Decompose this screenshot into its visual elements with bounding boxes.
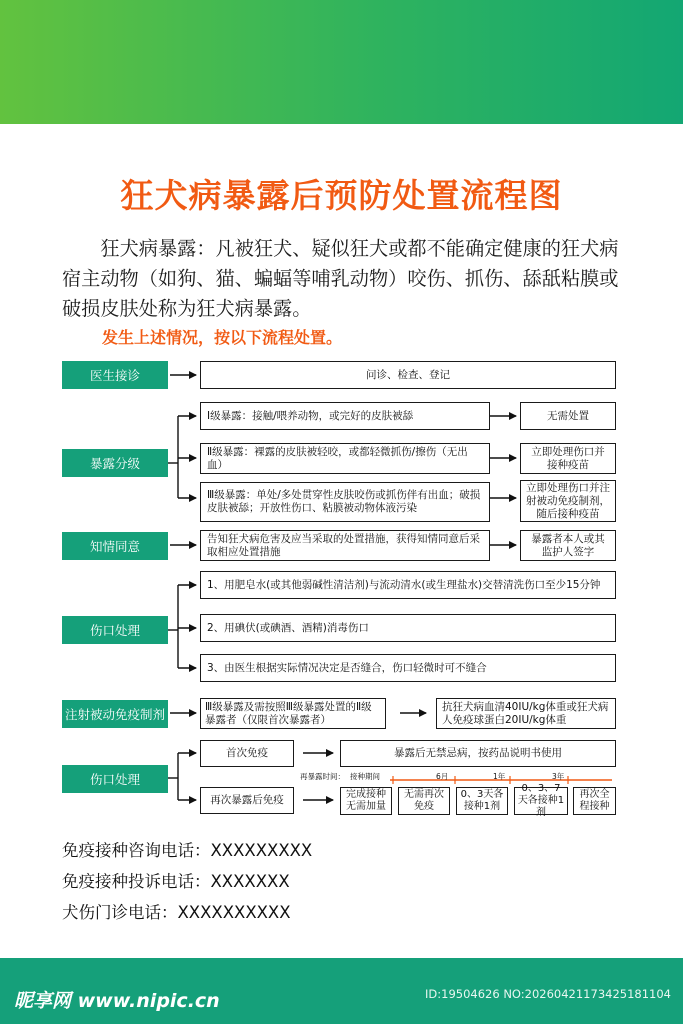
watermark-logo: 昵享网 www.nipic.cn — [14, 990, 220, 1012]
contact-consult: 免疫接种咨询电话：XXXXXXXXX — [62, 841, 313, 860]
intro-paragraph: 狂犬病暴露：凡被狂犬、疑似狂犬或都不能确定健康的狂犬病宿主动物（如狗、猫、蝙蝠等哺乳动物）咬伤、抓伤、舔舐粘膜或破损皮肤处称为狂犬病暴露。 — [62, 237, 619, 320]
informed-consent-desc: 告知狂犬病危害及应当采取的处置措施，获得知情同意后采取相应处置措施 — [207, 532, 480, 558]
wound-step-2-box — [200, 614, 616, 642]
page-title: 狂犬病暴露后预防处置流程图 — [120, 176, 563, 215]
step-wound-treatment — [62, 616, 168, 644]
re-exposure-option-3 — [456, 787, 508, 815]
step-vaccination — [62, 765, 168, 793]
header-band — [0, 0, 683, 124]
step-exposure-grading — [62, 449, 168, 477]
re-exposure-option-5-text: 再次全程接种 — [579, 789, 610, 812]
step-informed-consent — [62, 532, 168, 560]
re-exposure-option-5 — [573, 787, 616, 815]
timeline-tick-3y: 3年 — [552, 772, 565, 781]
doctor-visit-content: 问诊、检查、登记 — [366, 368, 450, 381]
grade1-action-box — [520, 402, 616, 430]
re-exposure-label: 再次暴露后免疫 — [210, 794, 284, 806]
re-exposure-option-2 — [398, 787, 450, 815]
wound-step-3-box — [200, 654, 616, 682]
grade1-action: 无需处置 — [547, 409, 589, 422]
passive-condition: Ⅲ级暴露及需按照Ⅲ级暴露处置的Ⅱ级暴露者（仅限首次暴露者） — [205, 700, 372, 726]
step-exposure-grading-label: 暴露分级 — [89, 456, 140, 471]
wound-step-1-box — [200, 571, 616, 599]
timeline-label: 再暴露时间： — [300, 772, 345, 781]
wound-step-2: 2、用碘伏(或碘酒、酒精)消毒伤口 — [207, 621, 369, 634]
informed-consent-desc-box — [200, 530, 490, 561]
step-doctor-visit — [62, 361, 168, 389]
re-exposure-option-1-text: 完成接种无需加量 — [346, 789, 386, 812]
passive-condition-box — [200, 698, 386, 729]
first-immunization-note-box — [340, 740, 616, 767]
first-immunization-label: 首次免疫 — [226, 747, 268, 759]
grade2-desc: Ⅱ级暴露：裸露的皮肤被轻咬，或都轻微抓伤/擦伤（无出血） — [207, 445, 468, 471]
re-exposure-option-3-text: 0、3天各接种1剂 — [460, 789, 504, 812]
re-exposure-box — [200, 787, 294, 814]
first-immunization-note: 暴露后无禁忌病，按药品说明书使用 — [394, 747, 562, 759]
step-doctor-visit-label: 医生接诊 — [89, 368, 140, 383]
contact-clinic: 犬伤门诊电话：XXXXXXXXXX — [62, 903, 291, 922]
informed-consent-action: 暴露者本人或其监护人签字 — [531, 532, 605, 558]
informed-consent-action-box — [520, 530, 616, 561]
step-passive-immunization — [62, 700, 168, 728]
grade2-desc-box — [200, 443, 490, 474]
step-passive-immunization-label: 注射被动免疫制剂 — [64, 707, 165, 722]
grade3-desc-box — [200, 482, 490, 522]
contact-list — [62, 835, 312, 928]
grade1-desc: Ⅰ级暴露：接触/喂养动物，或完好的皮肤被舔 — [207, 409, 414, 422]
instruction-text: 发生上述情况，按以下流程处置。 — [102, 328, 343, 347]
grade3-action: 立即处理伤口并注射被动免疫制剂，随后接种疫苗 — [526, 481, 610, 520]
step-informed-consent-label: 知情同意 — [89, 539, 140, 554]
re-exposure-option-1 — [340, 787, 392, 815]
contact-complaint: 免疫接种投诉电话：XXXXXXX — [62, 872, 290, 891]
re-exposure-option-4-text: 0、3、7天各接种1剂 — [517, 783, 565, 818]
grade1-desc-box — [200, 402, 490, 430]
timeline-tick-1y: 1年 — [493, 772, 506, 781]
timeline-tick-6m: 6月 — [436, 772, 449, 781]
re-exposure-option-4 — [514, 783, 568, 818]
doctor-visit-content-box — [200, 361, 616, 389]
wound-step-1: 1、用肥皂水(或其他弱碱性清洁剂)与流动清水(或生理盐水)交替清洗伤口至少15分钟 — [207, 578, 601, 591]
grade2-action-box — [520, 443, 616, 474]
wound-step-3: 3、由医生根据实际情况决定是否缝合，伤口轻微时可不缝合 — [207, 661, 487, 674]
passive-dose: 抗狂犬病血清40IU/kg体重或狂犬病人免疫球蛋白20IU/kg体重 — [442, 700, 609, 726]
watermark-id: ID:19504626 NO:20260421173425181104 — [425, 987, 671, 1001]
first-immunization-box — [200, 740, 294, 767]
grade2-action: 立即处理伤口并接种疫苗 — [531, 445, 605, 471]
step-vaccination-label: 伤口处理 — [89, 772, 140, 787]
grade3-desc: Ⅲ级暴露：单处/多处贯穿性皮肤咬伤或抓伤伴有出血；破损皮肤被舔；开放性伤口、粘膜被动物体液污染 — [207, 489, 481, 514]
timeline-start: 接种期间 — [350, 772, 380, 781]
step-wound-treatment-label: 伤口处理 — [89, 623, 140, 638]
re-exposure-option-2-text: 无需再次免疫 — [404, 789, 444, 812]
grade3-action-box — [520, 480, 616, 522]
passive-dose-box — [436, 698, 616, 729]
